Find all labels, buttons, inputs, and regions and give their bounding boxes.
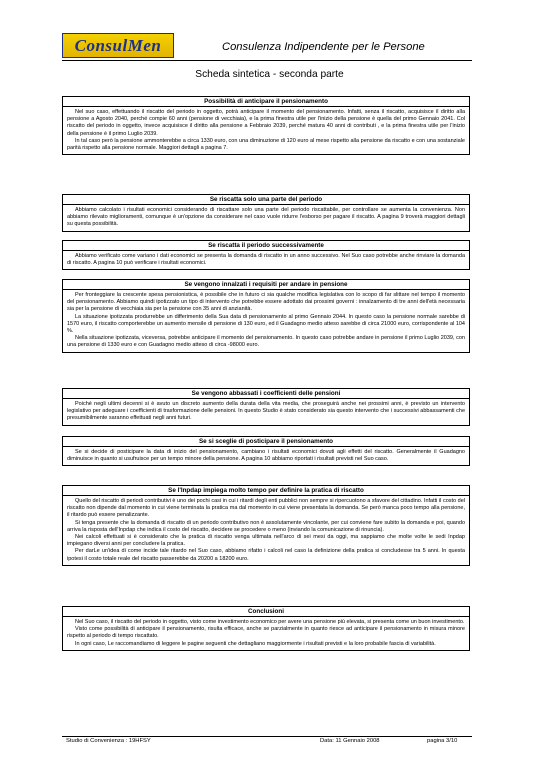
footer-study: Studio di Convenienza : 19HFSY bbox=[66, 738, 151, 744]
paragraph: Nel suo caso, effettuando il riscatto del periodo in oggetto, potrà anticipare il momento del pensionamento. Infatti, senza il riscatto, acquisisce il diritto alla pensione a Agosto 2040, perché compie 60 anni (pensione di vecchiaia), e la prima finestra utile per l'inizio della pensione è quella del primo Gennaio 2041. Col riscatto del periodo in oggetto, invece acquisisce il diritto alla pensione a Febbraio 2039, perché matura 40 anni di contributi , e la prima finestra utile per l'inizio della pensione è il primo Luglio 2039. bbox=[67, 109, 465, 137]
logo-text: ConsulMen bbox=[74, 36, 162, 55]
footer-divider bbox=[62, 736, 472, 737]
section-body bbox=[63, 447, 469, 465]
paragraph: Si tenga presente che la domanda di riscatto di un periodo contributivo non è assolutamente vincolante, per cui conviene fare subito la domanda e poi, quando arriva la risposta dell'Inpdap che indica il costo del riscatto, decidere se procedere o meno (inviando la comunicazione di rinuncia). bbox=[67, 519, 465, 533]
section-body bbox=[63, 107, 469, 154]
paragraph: Per fronteggiare la crescente spesa pensionistica, è possibile che in futuro ci sia qualche modifica legislativa con lo scopo di far slittare nel tempo il momento del pensionamento. Abbiamo quindi ipotizzato un tipo di intervento che potrebbe essere adottato dai prossimi governi : innalzamento di tre anni dell'età necessaria sia per la pensione di vecchiaia sia per la pensione con 35 anni di anzianità. bbox=[67, 292, 465, 313]
section-body bbox=[63, 399, 469, 425]
paragraph: Nei calcoli effettuati si è considerato che la pratica di riscatto venga ultimata nell'arco di sei mesi da oggi, ma sappiamo che molte volte le sedi Inpdap impiegano diversi anni per concludere la pratica. bbox=[67, 534, 465, 548]
section-title: Se vengono innalzati i requisiti per andare in pensione bbox=[63, 280, 469, 290]
section-title: Se l'Inpdap impiega molto tempo per definire la pratica di riscatto bbox=[63, 486, 469, 496]
section-title: Possibilità di anticipare il pensionamento bbox=[63, 97, 469, 107]
section-body bbox=[63, 617, 469, 650]
section-title: Conclusioni bbox=[63, 607, 469, 617]
paragraph: Abbiamo verificato come variano i dati economici se presenta la domanda di riscatto in un anno successivo. Nel Suo caso potrebbe anche rinviare la domanda di riscatto. A pagina 10 può verificare i risultati economici. bbox=[67, 253, 465, 267]
section-anticipare bbox=[62, 96, 470, 155]
paragraph: Se si decide di posticipare la data di inizio del pensionamento, cambiano i risultati economici dovuti agli effetti del riscatto. Generalmente il Guadagno diminuisce in quanto si usufruisce per un tempo minore della pensione. A pagina 10 abbiamo riportati i risultati previsti nel Suo caso. bbox=[67, 449, 465, 463]
section-body bbox=[63, 496, 469, 565]
paragraph: Abbiamo calcolato i risultati economici considerando di riscattare solo una parte del periodo riscattabile, per controllare se aumenta la convenienza. Non abbiamo rilevato miglioramenti, comunque è un'opzione da considerare nel caso vuole ridurre l'esborso per pagare il riscatto. A pagina 9 troverà maggiori dettagli su questa possibilità. bbox=[67, 207, 465, 228]
paragraph: In tal caso però la pensione ammonterebbe a circa 1330 euro, con una diminuzione di 120 euro al mese rispetto alla pensione da riscatto e con una sostanziale parità rispetto alla pensione normale. Maggiori dettagli a pagina 7. bbox=[67, 137, 465, 152]
paragraph: Per darLe un'idea di come incide tale ritardo nel Suo caso, abbiamo rifatto i calcoli nel caso la definizione della pratica si concludesse tra 5 anni. In questa ipotesi il costo totale reale del riscatto passerebbe da 20200 a 18200 euro. bbox=[67, 548, 465, 562]
paragraph: Poiché negli ultimi decenni si è avuto un discreto aumento della durata della vita media, che proseguirà anche nei prossimi anni, è previsto un intervento legislativo per adeguare i coefficienti di trasformazione delle pensioni. In questo Studio è stato considerato sia questo intervento che i successivi abbassamenti che presumibilmente saranno effettuati negli anni futuri. bbox=[67, 401, 465, 422]
section-riscatto-parziale bbox=[62, 194, 470, 232]
section-requisiti bbox=[62, 279, 470, 353]
footer-date: Data: 11 Gennaio 2008 bbox=[320, 738, 380, 744]
section-title: Se vengono abbassati i coefficienti delle pensioni bbox=[63, 389, 469, 399]
section-conclusioni bbox=[62, 606, 470, 651]
logo bbox=[62, 33, 174, 58]
paragraph: Quello del riscatto di periodi contributivi è uno dei pochi casi in cui i ritardi degli enti pubblici non sempre si ripercuotono a sfavore del cittadino. Infatti il costo del riscatto non dipende dal momento in cui viene terminata la pratica ma dal momento in cui viene presentata la domanda. Se però manca poco tempo alla pensione, il ritardo può essere penalizzante. bbox=[67, 498, 465, 519]
paragraph: In ogni caso, Le raccomandiamo di leggere le pagine seguenti che dettagliano maggiormente i risultati previsti e la loro probabile fascia di variabilità. bbox=[75, 640, 436, 647]
paragraph: Nel Suo caso, il riscatto del periodo in oggetto, visto come investimento economico per avere una pensione più elevata, si presenta come un buon investimento. bbox=[75, 619, 465, 625]
paragraph: Nella situazione ipotizzata, viceversa, potrebbe anticipare il momento del pensionamento. In questo caso potrebbe andare in pensione il primo Luglio 2039, con una pensione di 1330 euro e con Guadagno medio atteso di circa -98000 euro. bbox=[67, 335, 465, 349]
section-title: Se riscatta solo una parte del periodo bbox=[63, 195, 469, 205]
section-body bbox=[63, 205, 469, 231]
section-title: Se riscatta il periodo successivamente bbox=[63, 241, 469, 251]
section-inpdap bbox=[62, 485, 470, 566]
paragraph: La situazione ipotizzata produrrebbe un differimento della Sua data di pensionamento al primo Gennaio 2044. In questo caso la pensione normale sarebbe di 1570 euro, il riscatto comporterebbe un aumento mensile di pensione di 130 euro, ed il Guadagno medio atteso sarebbe di circa 21000 euro, corrispondente al 104 %. bbox=[67, 313, 465, 335]
section-riscatto-successivo bbox=[62, 240, 470, 270]
footer-page: pagina 3/10 bbox=[427, 738, 458, 744]
section-coefficienti bbox=[62, 388, 470, 426]
section-body bbox=[63, 290, 469, 352]
section-body bbox=[63, 251, 469, 269]
section-title: Se si sceglie di posticipare il pensionamento bbox=[63, 437, 469, 447]
section-posticipare bbox=[62, 436, 470, 466]
tagline: Consulenza Indipendente per le Persone bbox=[222, 41, 425, 53]
document-title: Scheda sintetica - seconda parte bbox=[195, 69, 344, 80]
paragraph: Visto come possibilità di anticipare il pensionamento, risulta efficace, anche se parzialmente in quanto riesce ad anticipare il pensionamento in misura minore rispetto al periodo di tempo riscattato. bbox=[67, 626, 465, 640]
header-divider bbox=[62, 60, 472, 61]
